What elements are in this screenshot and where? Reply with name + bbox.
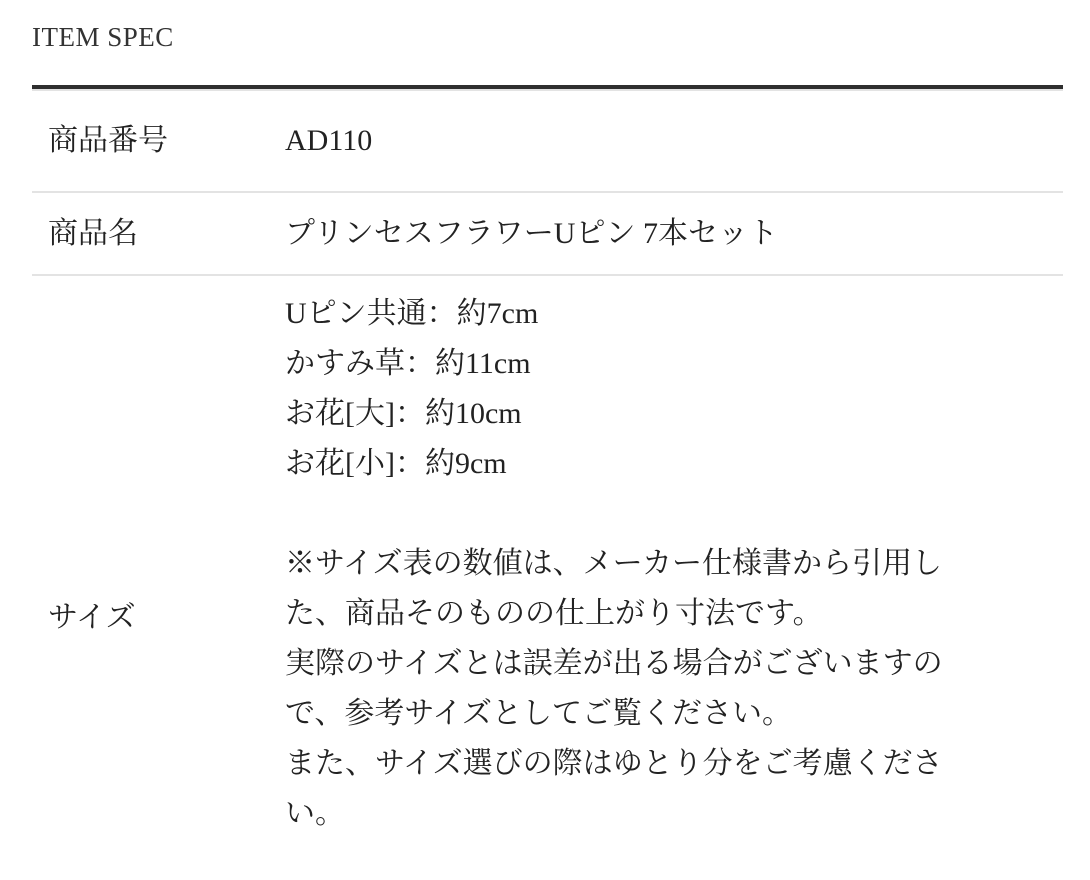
size-line: お花[大]：約10cm [285,397,522,430]
size-note-line: 実際のサイズとは誤差が出る場合がございますの [285,647,943,680]
item-spec-heading: ITEM SPEC [32,22,174,52]
size-note-line: で、参考サイズとしてご覧ください。 [285,697,792,730]
size-note-line: ※サイズ表の数値は、メーカー仕様書から引用し [285,547,942,580]
size-note-line: また、サイズ選びの際はゆとり分をご考慮くださ [285,747,943,780]
spec-row-product-number [32,89,1063,191]
spec-value-product-number: AD110 [285,124,373,157]
size-line: Uピン共通：約7cm [285,297,539,330]
spec-row-product-name [32,191,1063,274]
spec-label-size: サイズ [48,601,136,634]
size-line: お花[小]：約9cm [285,447,507,480]
size-note-line: た、商品そのものの仕上がり寸法です。 [285,597,823,630]
size-line: かすみ草：約11cm [285,347,531,380]
spec-row-size [32,274,1063,839]
size-note-line: い。 [285,797,345,830]
spec-value-product-name: プリンセスフラワーUピン 7本セット [285,217,778,250]
spec-value-size [285,289,1063,839]
spec-label-product-number: 商品番号 [48,124,168,157]
size-line-blank [285,489,1063,539]
spec-label-product-name: 商品名 [48,217,138,250]
spec-table [32,85,1063,839]
